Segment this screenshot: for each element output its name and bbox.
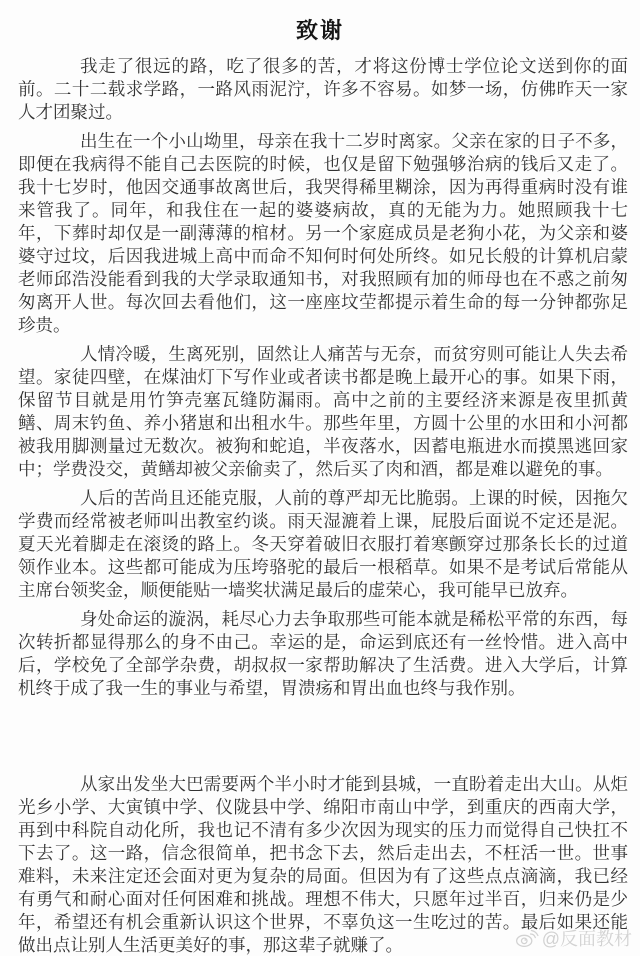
watermark-text: @反面教材 [541, 929, 632, 949]
document-body [0, 45, 640, 956]
paragraph: 出生在一个小山坳里，母亲在我十二岁时离家。父亲在家的日子不多，即便在我病得不能自己去医院的时候，也仅是留下勉强够治病的钱后又走了。我十七岁时，他因交通事故离世后，我哭得稀里糊涂，因为再得重病时没有谁来管我了。同年，和我住在一起的婆婆病故，真的无能为力。她照顾我十七年，下葬时却仅是一副薄薄的棺材。另一个家庭成员是老狗小花，为父亲和婆婆守过坟，后因我进城上高中而命不知何时何处所终。如兄长般的计算机启蒙老师邱浩没能看到我的大学录取通知书，对我照顾有加的师母也在不惑之前匆匆离开人世。每次回去看他们，这一座座坟茔都提示着生命的每一分钟都弥足珍贵。 [18, 131, 628, 335]
weibo-icon [515, 928, 539, 948]
paragraph: 身处命运的漩涡，耗尽心力去争取那些可能本就是稀松平常的东西，每次转折都显得那么的身不由己。幸运的是，命运到底还有一丝怜惜。进入高中后，学校免了全部学杂费，胡叔叔一家帮助解决了生活费。进入大学后，计算机终于成了我一生的事业与希望，胃溃疡和胃出血也终与我作别。 [18, 609, 628, 698]
paragraph: 人后的苦尚且还能克服，人前的尊严却无比脆弱。上课的时候，因拖欠学费而经常被老师叫出教室约谈。雨天湿漉着上课，屁股后面说不定还是泥。夏天光着脚走在滚烫的路上。冬天穿着破旧衣服打着寒颤穿过那条长长的过道领作业本。这些都可能成为压垮骆驼的最后一根稻草。如果不是考试后常能从主席台领奖金，顺便能贴一墙奖状满足最后的虚荣心，我可能早已放弃。 [18, 488, 628, 600]
watermark [515, 925, 632, 951]
page-title: 致谢 [295, 18, 344, 43]
paragraph: 人情冷暖，生离死别，固然让人痛苦与无奈，而贫穷则可能让人失去希望。家徒四壁，在煤油灯下写作业或者读书都是晚上最开心的事。如果下雨，保留节目就是用竹笋壳塞瓦缝防漏雨。高中之前的主要经济来源是夜里抓黄鳝、周末钓鱼、养小猪崽和出租水牛。那些年里，方圆十公里的水田和小河都被我用脚测量过无数次。被狗和蛇追，半夜落水，因蓄电瓶进水而摸黑逃回家中；学费没交，黄鳝却被父亲偷卖了，然后买了肉和酒，都是难以避免的事。 [18, 344, 628, 479]
paragraph: 我走了很远的路，吃了很多的苦，才将这份博士学位论文送到你的面前。二十二载求学路，一路风雨泥泞，许多不容易。如梦一场，仿佛昨天一家人才团聚过。 [18, 56, 628, 122]
paragraph: 从家出发坐大巴需要两个半小时才能到县城，一直盼着走出大山。从炬光乡小学、大寅镇中学、仪陇县中学、绵阳市南山中学，到重庆的西南大学，再到中科院自动化所，我也记不清有多少次因为现实的压力而觉得自己快扛不下去了。这一路，信念很简单，把书念下去，然后走出去，不枉活一世。世事难料，未来注定还会面对更为复杂的局面。但因为有了这些点点滴滴，我已经有勇气和耐心面对任何困难和挑战。理想不伟大，只愿年过半百，归来仍是少年，希望还有机会重新认识这个世界，不辜负这一生吃过的苦。最后如果还能做出点让别人生活更美好的事，那这辈子就赚了。 [18, 774, 628, 955]
